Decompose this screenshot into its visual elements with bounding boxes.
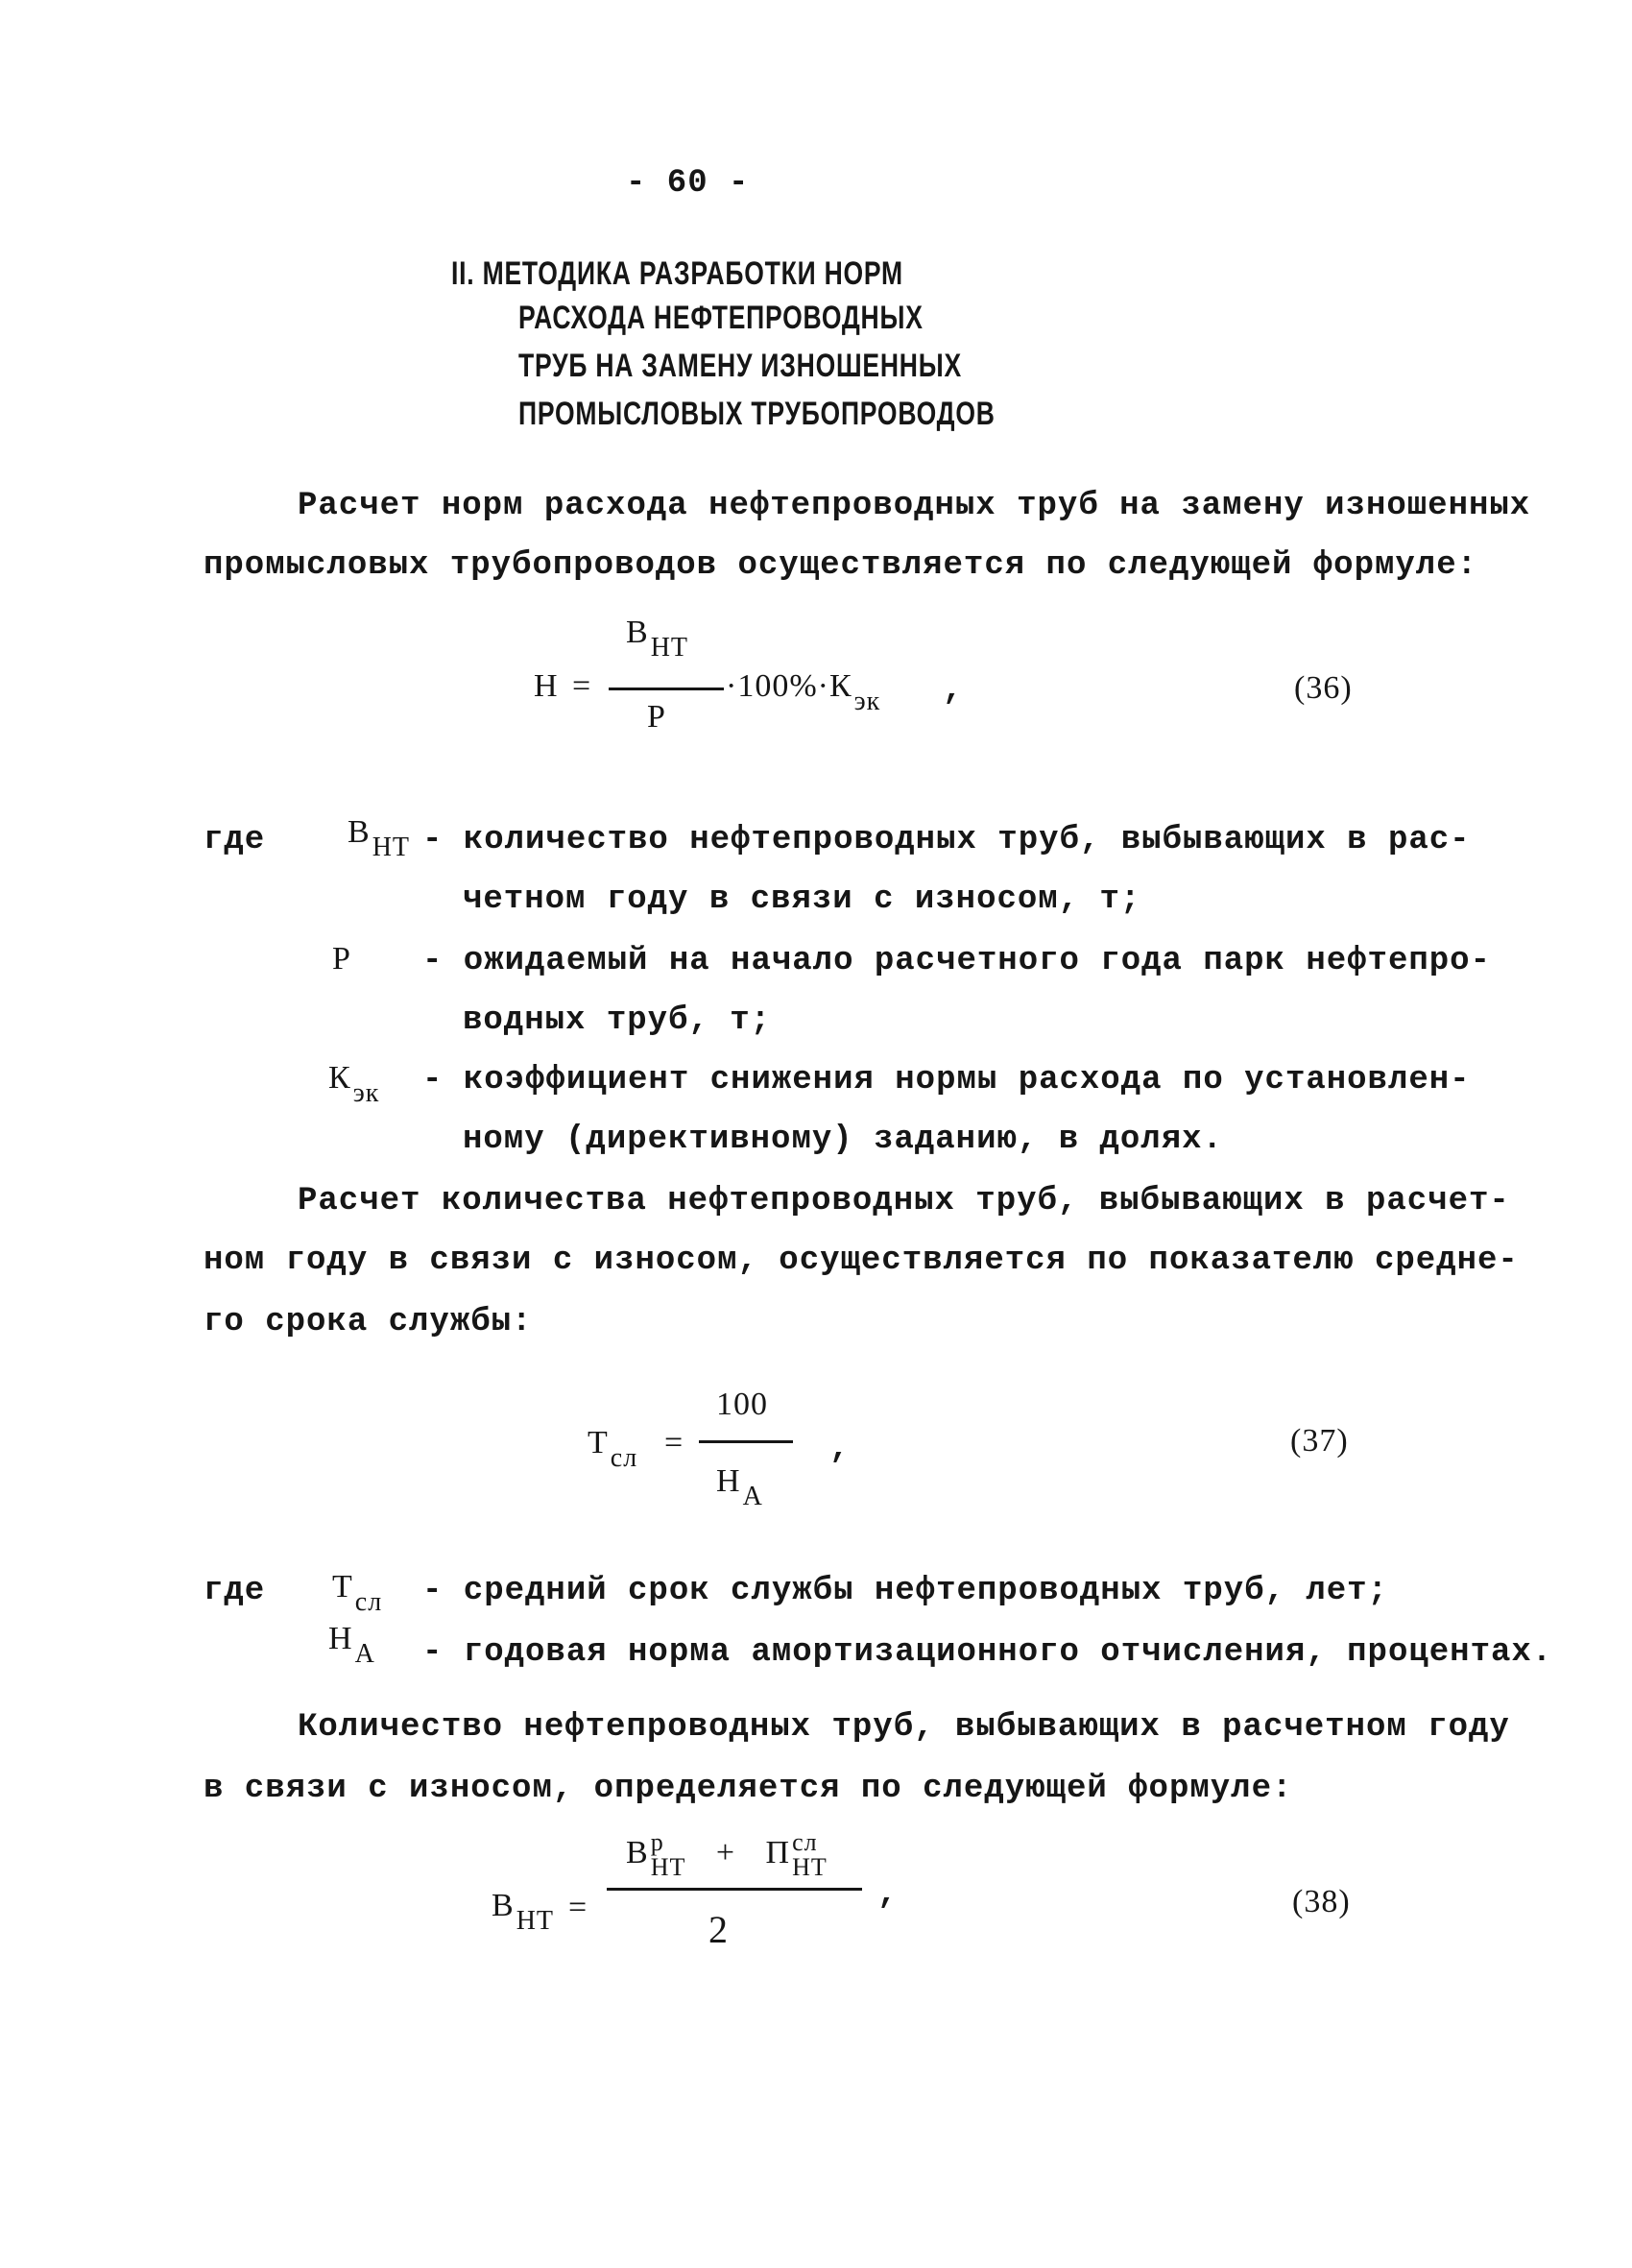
definition-v-nt-line-1: - количество нефтепроводных труб, выбывающих в рас- [422, 822, 1471, 858]
formula-38-lhs: $В_{НТ}$ [492, 1888, 555, 1936]
definition-p-line-1: - ожидаемый на начало расчетного года парк нефтепро- [422, 943, 1491, 979]
section-heading-line-2: РАСХОДА НЕФТЕПРОВОДНЫХ [518, 300, 924, 336]
formula-36-multiplier: $\cdot 100\%\cdot К_{эк}$ [726, 668, 881, 716]
formula-37-numerator: 100 [716, 1387, 768, 1422]
formula-36-numerator: $В_{НТ}$ [626, 615, 689, 663]
formula-36-equals: = [572, 668, 592, 704]
formula-37-lhs: $Т_{сл}$ [588, 1425, 638, 1473]
formula-37-denominator: $Н_А$ [716, 1463, 763, 1511]
formula-38-denominator: 2 [708, 1908, 729, 1951]
where-label-1: где [204, 822, 266, 858]
definition-k-ek-line-1: - коэффициент снижения нормы расхода по установлен- [422, 1062, 1471, 1098]
para3-line-1: Количество нефтепроводных труб, выбывающих в расчетном году [298, 1709, 1510, 1746]
formula-36-number: (36) [1294, 670, 1353, 706]
symbol-v-nt: $В_{НТ}$ [348, 814, 411, 862]
definition-t-sl: - средний срок службы нефтепроводных труб, лет; [422, 1573, 1388, 1609]
formula-38-numerator: В р НТ + П сл НТ [626, 1828, 828, 1881]
formula-38-equals: = [568, 1890, 588, 1925]
para2-line-3: го срока службы: [204, 1304, 533, 1340]
symbol-k-ek: $К_{эк}$ [328, 1060, 380, 1108]
formula-36-lhs: Н [534, 668, 559, 704]
definition-p-line-2: водных труб, т; [463, 1002, 772, 1039]
section-heading-line-3: ТРУБ НА ЗАМЕНУ ИЗНОШЕННЫХ [518, 348, 962, 384]
definition-n-a: - годовая норма амортизационного отчисления, процентах. [422, 1634, 1553, 1671]
definition-k-ek-line-2: ному (директивному) заданию, в долях. [463, 1122, 1223, 1158]
where-label-2: где [204, 1573, 266, 1609]
para2-line-1: Расчет количества нефтепроводных труб, выбывающих в расчет- [298, 1183, 1510, 1219]
section-heading-line-1: II. МЕТОДИКА РАЗРАБОТКИ НОРМ [451, 255, 903, 292]
section-heading-line-4: ПРОМЫСЛОВЫХ ТРУБОПРОВОДОВ [518, 396, 996, 432]
formula-36-denominator: Р [647, 699, 666, 735]
formula-37-equals: = [664, 1425, 684, 1460]
formula-37-comma: , [829, 1431, 851, 1467]
symbol-t-sl: $Т_{сл}$ [332, 1569, 383, 1617]
formula-36-comma: , [943, 672, 964, 709]
intro-line-1: Расчет норм расхода нефтепроводных труб на замену изношенных [298, 488, 1531, 524]
formula-38-number: (38) [1292, 1884, 1351, 1919]
symbol-p: Р [332, 941, 351, 977]
formula-37-fraction-bar [699, 1440, 793, 1443]
definition-v-nt-line-2: четном году в связи с износом, т; [463, 881, 1141, 918]
formula-38-comma: , [877, 1876, 899, 1913]
para3-line-2: в связи с износом, определяется по следующей формуле: [204, 1771, 1293, 1807]
page-number: - 60 - [626, 165, 750, 202]
para2-line-2: ном году в связи с износом, осуществляется по показателю средне- [204, 1243, 1519, 1279]
intro-line-2: промысловых трубопроводов осуществляется по следующей формуле: [204, 547, 1478, 584]
formula-36-fraction-bar [609, 688, 724, 690]
formula-38-fraction-bar [607, 1888, 862, 1891]
formula-37-number: (37) [1290, 1423, 1349, 1459]
symbol-n-a: $Н_А$ [328, 1621, 375, 1669]
